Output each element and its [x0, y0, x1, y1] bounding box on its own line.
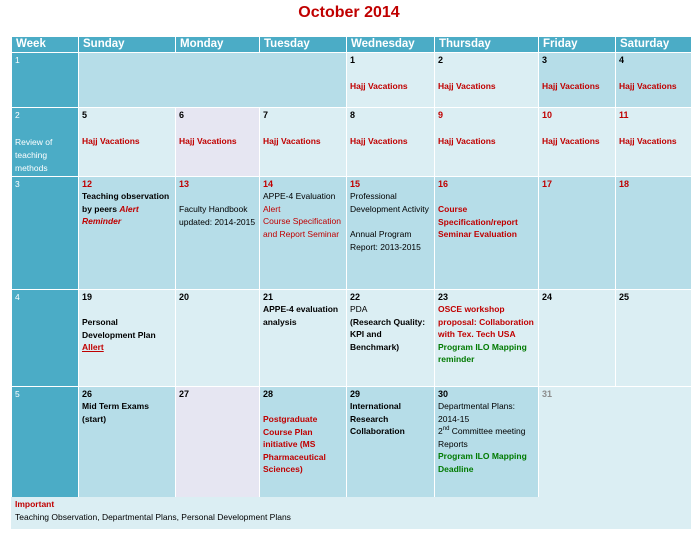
- week-row-3: [12, 176, 692, 289]
- day-cell: [347, 386, 435, 497]
- day-cell: [616, 53, 692, 108]
- week-cell: [12, 289, 79, 386]
- event-text: Hajj Vacations: [542, 135, 600, 146]
- event-text-2: Course Specification and Report Seminar: [263, 216, 341, 239]
- day-number: 21: [263, 291, 274, 302]
- header-friday: Friday: [539, 37, 616, 53]
- event-text-2: 2nd Committee meeting Reports: [438, 426, 526, 449]
- day-number: 27: [179, 388, 190, 399]
- day-cell: [176, 386, 260, 497]
- event-text: International Research Collaboration: [350, 401, 405, 436]
- event-text: Teaching observation by peers: [82, 191, 170, 214]
- week-number: 5: [15, 388, 20, 399]
- day-cell: [616, 176, 692, 289]
- day-cell: [347, 176, 435, 289]
- week-number: 1: [15, 55, 20, 65]
- day-cell: [539, 386, 692, 497]
- day-number: 25: [619, 291, 630, 302]
- header-row: [12, 37, 692, 53]
- page-title: October 2014: [298, 4, 400, 21]
- event-text: Hajj Vacations: [350, 135, 408, 146]
- week-row-4: [12, 289, 692, 386]
- day-cell: [435, 108, 539, 177]
- week-row-1: [12, 53, 692, 108]
- day-number: 28: [263, 388, 274, 399]
- day-number: 9: [438, 110, 444, 120]
- event-text: Hajj Vacations: [350, 80, 408, 91]
- alert-text: Allert: [82, 342, 104, 352]
- event-text: Hajj Vacations: [542, 80, 600, 91]
- week-cell: [12, 386, 79, 497]
- event-text-2: Annual Program Report: 2013-2015: [350, 229, 421, 252]
- event-text: Postgraduate Course Plan initiative (MS Pharmaceutical Sciences): [263, 414, 326, 474]
- day-cell: [347, 53, 435, 108]
- week-row-5: [12, 386, 692, 497]
- day-number: 10: [542, 110, 553, 120]
- event-text: PDA: [350, 304, 368, 314]
- day-number: 8: [350, 110, 356, 120]
- event-text-3: Program ILO Mapping Deadline: [438, 451, 527, 474]
- day-cell: [260, 289, 347, 386]
- day-cell: [539, 108, 616, 177]
- day-number: 24: [542, 291, 553, 302]
- day-cell-empty: [79, 53, 347, 108]
- day-cell: [539, 176, 616, 289]
- day-cell: [176, 176, 260, 289]
- event-text: Hajj Vacations: [82, 135, 140, 146]
- day-cell: [79, 386, 176, 497]
- day-number: 17: [542, 178, 553, 189]
- event-text: Hajj Vacations: [619, 135, 677, 146]
- day-number: 5: [82, 110, 88, 120]
- important-heading: Important: [15, 499, 55, 509]
- event-text: Faculty Handbook updated: 2014-2015: [179, 204, 256, 227]
- day-number: 26: [82, 388, 93, 399]
- day-cell: [176, 108, 260, 177]
- week-cell: [12, 53, 79, 108]
- week-number: 3: [15, 178, 20, 189]
- day-cell: [176, 289, 260, 386]
- event-text: Mid Term Exams (start): [82, 401, 149, 424]
- event-text: Personal Development Plan: [82, 317, 156, 340]
- day-cell: [435, 289, 539, 386]
- header-thursday: Thursday: [435, 37, 539, 53]
- event-text: Course Specification/report Seminar Evaluation: [438, 204, 518, 239]
- day-cell: [539, 289, 616, 386]
- week-row-2: [12, 108, 692, 177]
- day-number: 18: [619, 178, 630, 189]
- day-number: 1: [350, 55, 356, 65]
- day-number: 11: [619, 110, 629, 120]
- day-number: 16: [438, 178, 449, 189]
- week-cell: [12, 108, 79, 177]
- day-cell: [260, 108, 347, 177]
- day-cell: [79, 108, 176, 177]
- alert-text: Alert Reminder: [82, 203, 139, 226]
- day-cell: [435, 386, 539, 497]
- day-cell: [435, 53, 539, 108]
- day-cell: [539, 53, 616, 108]
- day-number: 14: [263, 178, 274, 189]
- day-number: 29: [350, 388, 361, 399]
- day-number: 30: [438, 388, 449, 399]
- day-number: 23: [438, 291, 449, 302]
- header-tuesday: Tuesday: [260, 37, 347, 53]
- event-text: Professional Development Activity: [350, 191, 429, 214]
- event-text-2: (Research Quality: KPI and Benchmark): [350, 316, 426, 352]
- header-sunday: Sunday: [79, 37, 176, 53]
- day-number: 20: [179, 291, 190, 302]
- week-label: Review of teaching methods: [15, 136, 53, 173]
- day-number: 4: [619, 55, 625, 65]
- day-cell: [347, 108, 435, 177]
- day-number: 7: [263, 110, 269, 120]
- day-cell: [435, 176, 539, 289]
- day-number: 12: [82, 178, 93, 189]
- header-week: Week: [12, 37, 79, 53]
- important-note: [11, 497, 691, 529]
- day-cell: [347, 289, 435, 386]
- event-text: Hajj Vacations: [179, 135, 237, 146]
- week-cell: [12, 176, 79, 289]
- day-number: 22: [350, 291, 361, 302]
- day-cell: [616, 108, 692, 177]
- event-text: APPE-4 Evaluation: [263, 191, 336, 201]
- header-monday: Monday: [176, 37, 260, 53]
- day-number: 19: [82, 291, 93, 302]
- event-text-2: Program ILO Mapping reminder: [438, 341, 527, 364]
- event-text: Hajj Vacations: [438, 135, 496, 146]
- day-cell: [616, 289, 692, 386]
- day-cell: [79, 289, 176, 386]
- week-number: 4: [15, 291, 20, 302]
- day-cell: [260, 176, 347, 289]
- event-text: Hajj Vacations: [619, 80, 677, 91]
- week-number: 2: [15, 110, 20, 120]
- calendar-table: [11, 36, 692, 498]
- event-text: Hajj Vacations: [263, 135, 321, 146]
- day-number: 2: [438, 55, 444, 65]
- event-text: APPE-4 evaluation analysis: [263, 304, 339, 327]
- event-text: OSCE workshop proposal: Collaboration with Tex. Tech USA: [438, 304, 534, 339]
- alert-text: Alert: [263, 203, 281, 214]
- day-number: 6: [179, 110, 185, 120]
- day-number: 15: [350, 178, 361, 189]
- day-cell: [79, 176, 176, 289]
- header-wednesday: Wednesday: [347, 37, 435, 53]
- day-number: 31: [542, 388, 553, 399]
- event-text: Departmental Plans: 2014-15: [438, 401, 516, 424]
- important-text: Teaching Observation, Departmental Plans, Personal Development Plans: [15, 511, 291, 522]
- day-number: 13: [179, 178, 190, 189]
- day-number: 3: [542, 55, 548, 65]
- event-text: Hajj Vacations: [438, 80, 496, 91]
- day-cell: [260, 386, 347, 497]
- header-saturday: Saturday: [616, 37, 692, 53]
